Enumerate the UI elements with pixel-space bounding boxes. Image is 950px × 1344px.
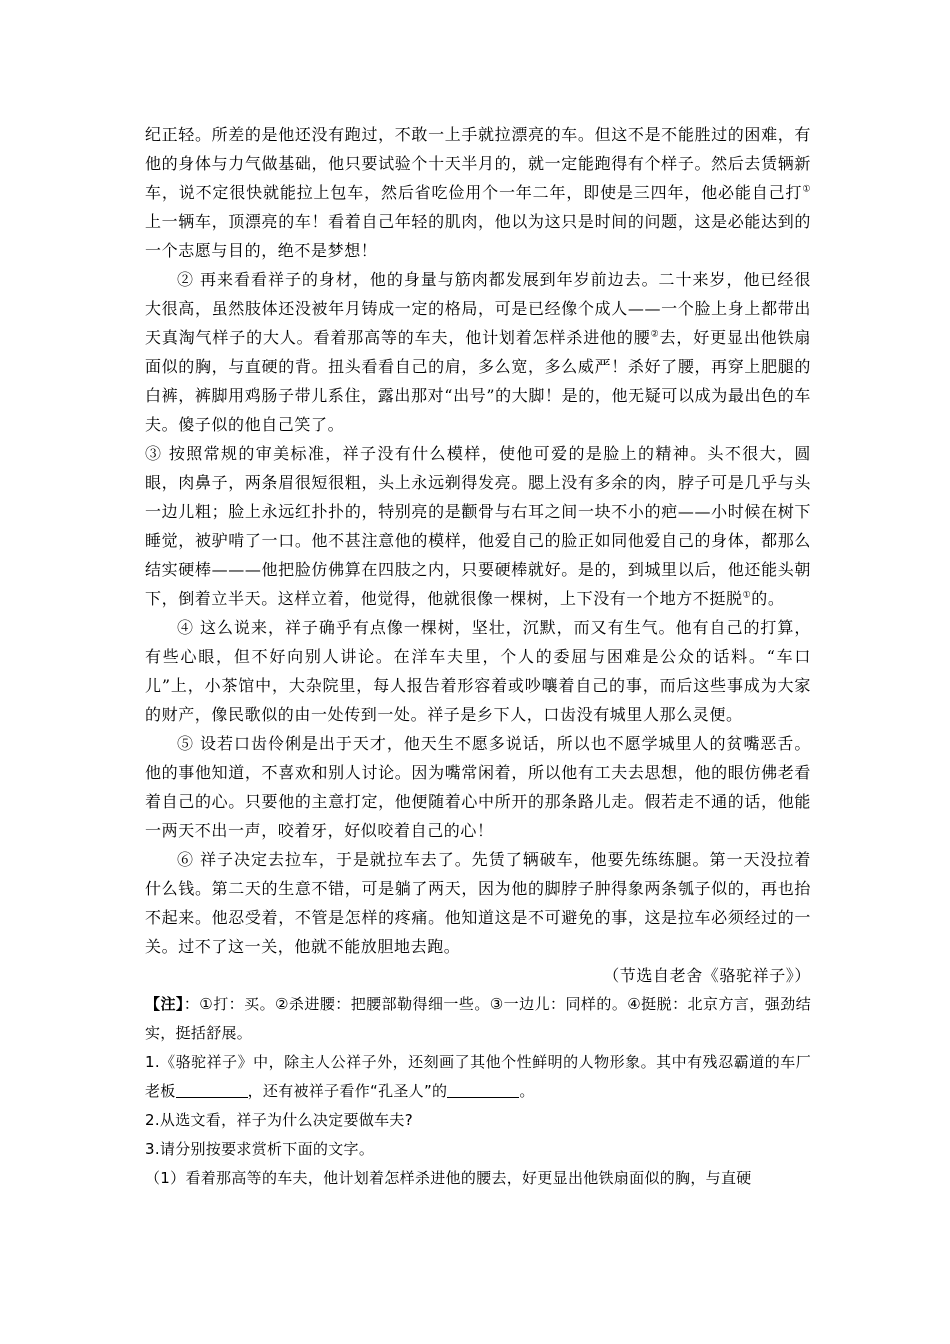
paragraph-text: 去，好更显出他铁扇面似的胸，与直硬的背。扭头看看自己的肩，多么宽，多么威严！杀好了腰，再穿上肥腿的白裤，裤脚用鸡肠子带儿系住，露出那对“出号”的大脚！是的，他无疑可以成为最出色的车夫。傻子似的他自己笑了。 bbox=[145, 328, 811, 434]
footnote-marker: ② bbox=[650, 329, 660, 340]
question-3: 3.请分别按要求赏析下面的文字。 bbox=[145, 1140, 375, 1158]
paragraph-text: 上一辆车，顶漂亮的车！看着自己年轻的肌肉，他以为这只是时间的问题，这是必能达到的一个志愿与目的，绝不是梦想！ bbox=[145, 212, 811, 260]
note-label: 【注】 bbox=[145, 995, 184, 1013]
passage-paragraph-6: ⑥ 祥子决定去拉车，于是就拉车去了。先赁了辆破车，他要先练练腿。第一天没拉着什么钱。第二天的生意不错，可是躺了两天，因为他的脚脖子肿得象两条瓠子似的，再也抬不起来。他忍受着，不管是怎样的疼痛。他知道这是不可避免的事，这是拉车必须经过的一关。过不了这一关，他就不能放胆地去跑。 bbox=[145, 850, 811, 956]
question-text: ，还有被祥子看作“孔圣人”的 bbox=[247, 1082, 448, 1100]
question-3-sub-1: （1）看着那高等的车夫，他计划着怎样杀进他的腰去，好更显出他铁扇面似的胸，与直硬 bbox=[145, 1169, 752, 1187]
question-text: 1.《骆驼祥子》中，除主人公祥子外，还刻画了其他个性鲜明的人物形象。其中有残忍霸道的车厂老板 bbox=[145, 1053, 811, 1100]
footnote-marker: ① bbox=[742, 590, 752, 601]
passage-paragraph-4: ④ 这么说来，祥子确乎有点像一棵树，坚壮，沉默，而又有生气。他有自己的打算，有些心眼，但不好向别人讲论。在洋车夫里，个人的委屈与困难是公众的话料。“车口儿”上，小茶馆中，大杂院里，每人报告着形容着或吵嚷着自己的事，而后这些事成为大家的财产，像民歌似的由一处传到一处。祥子是乡下人，口齿没有城里人那么灵便。 bbox=[145, 618, 811, 724]
passage-paragraph-3 bbox=[145, 439, 811, 613]
answer-blank-2[interactable] bbox=[447, 1079, 519, 1098]
passage-paragraph-5: ⑤ 设若口齿伶俐是出于天才，他天生不愿多说话，所以也不愿学城里人的贫嘴恶舌。他的事他知道，不喜欢和别人讨论。因为嘴常闲着，所以他有工夫去思想，他的眼仿佛老看着自己的心。只要他的主意打定，他便随着心中所开的那条路儿走。假若走不通的话，他能一两天不出一声，咬着牙，好似咬着自己的心！ bbox=[145, 734, 811, 840]
question-1 bbox=[145, 1048, 811, 1106]
passage-paragraph-intro bbox=[145, 120, 811, 265]
paragraph-text: 的。 bbox=[751, 589, 785, 608]
question-2: 2.从选文看，祥子为什么决定要做车夫? bbox=[145, 1111, 413, 1129]
paragraph-text: ③ 按照常规的审美标准，祥子没有什么模样，使他可爱的是脸上的精神。头不很大，圆眼，肉鼻子，两条眉很短很粗，头上永远剃得发亮。腮上没有多余的肉，脖子可是几乎与头一边儿粗；脸上永远红扑扑的，特别亮的是颧骨与右耳之间一块不小的疤——小时候在树下睡觉，被驴啃了一口。他不甚注意他的模样，他爱自己的脸正如同他爱自己的身体，都那么结实硬棒———他把脸仿佛算在四肢之内，只要硬棒就好。是的，到城里以后，他还能头朝下，倒着立半天。这样立着，他觉得，他就很像一棵树，上下没有一个地方不挺脱 bbox=[145, 444, 811, 608]
passage-paragraph-2 bbox=[145, 265, 811, 439]
paragraph-text: 纪正轻。所差的是他还没有跑过，不敢一上手就拉漂亮的车。但这不是不能胜过的困难，有他的身体与力气做基础，他只要试验个十天半月的，就一定能跑得有个样子。然后去赁辆新车，说不定很快就能拉上包车，然后省吃俭用个一年二年，即使是三四年，他必能自己打 bbox=[145, 125, 811, 202]
note-text: ：①打：买。②杀进腰：把腰部勒得细一些。③一边儿：同样的。④挺脱：北京方言，强劲结实，挺括舒展。 bbox=[145, 995, 811, 1042]
annotation-note bbox=[145, 990, 811, 1048]
question-text: 。 bbox=[519, 1082, 535, 1100]
passage-source: （节选自老舍《骆驼祥子》） bbox=[603, 966, 811, 985]
paragraph-text: ② 再来看看祥子的身材，他的身量与筋肉都发展到年岁前边去。二十来岁，他已经很大很高，虽然肢体还没被年月铸成一定的格局，可是已经像个成人——一个脸上身上都带出天真淘气样子的大人。看着那高等的车夫，他计划着怎样杀进他的腰 bbox=[145, 270, 811, 347]
footnote-marker: ① bbox=[802, 184, 811, 195]
answer-blank-1[interactable] bbox=[176, 1079, 248, 1098]
document-body bbox=[145, 120, 811, 1193]
